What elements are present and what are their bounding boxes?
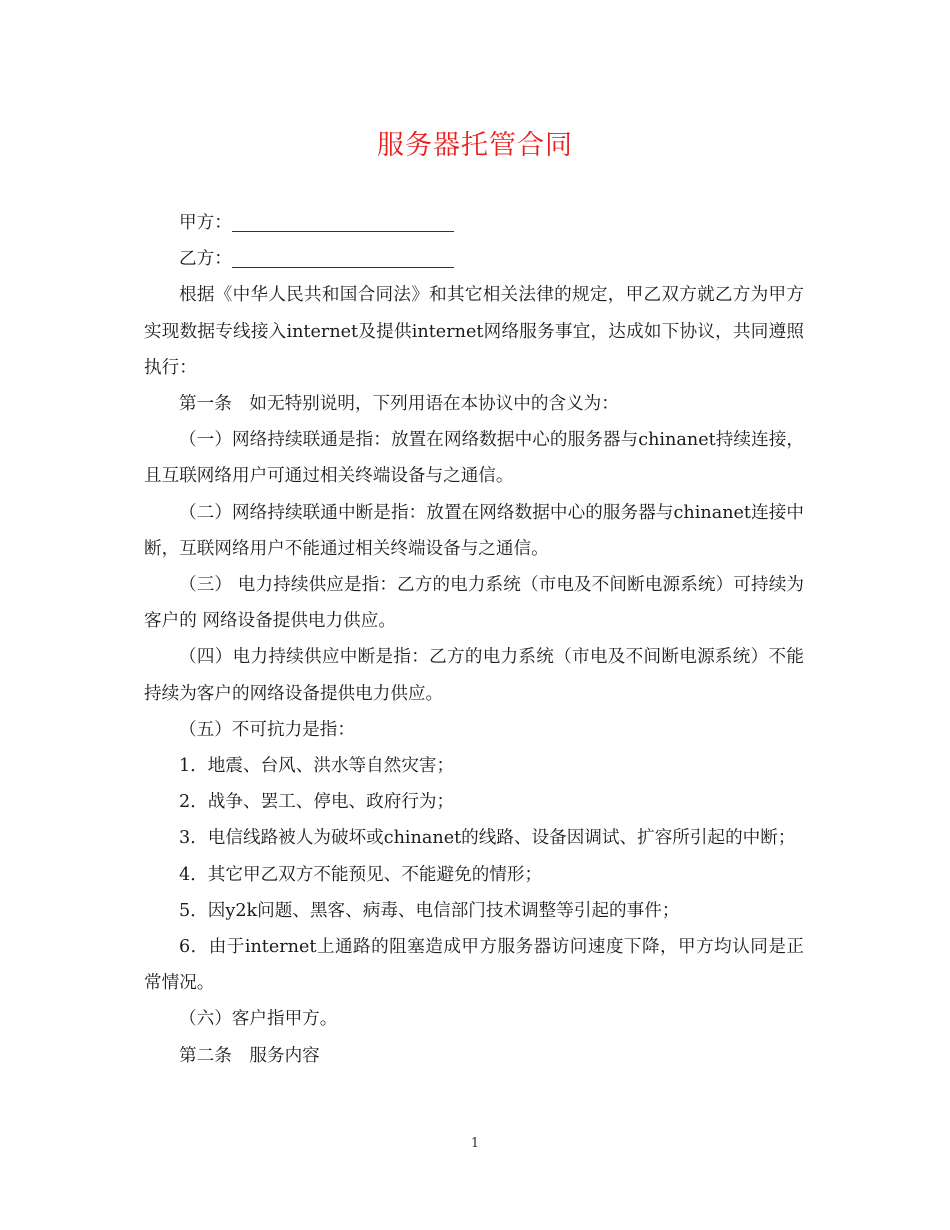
definition-3: （三） 电力持续供应是指：乙方的电力系统（市电及不间断电源系统）可持续为客户的 网络设备提供电力供应。 [144, 575, 804, 632]
definition-6: （六）客户指甲方。 [179, 1009, 338, 1030]
force-majeure-item-3: 3．电信线路被人为破坏或chinanet的线路、设备因调试、扩容所引起的中断； [179, 828, 796, 849]
party-b-line [144, 241, 804, 277]
article-2-heading: 第二条 服务内容 [179, 1045, 320, 1066]
party-a-label: 甲方： [179, 213, 232, 233]
party-b-blank [232, 243, 454, 268]
document-body [144, 205, 804, 1074]
force-majeure-item-2: 2．战争、罢工、停电、政府行为； [179, 792, 455, 813]
preamble-paragraph: 根据《中华人民共和国合同法》和其它相关法律的规定，甲乙双方就乙方为甲方实现数据专线接入internet及提供internet网络服务事宜，达成如下协议，共同遵照执行： [144, 285, 804, 378]
definition-4: （四）电力持续供应中断是指：乙方的电力系统（市电及不间断电源系统）不能持续为客户的网络设备提供电力供应。 [144, 647, 804, 704]
party-a-blank [232, 207, 454, 232]
definition-2: （二）网络持续联通中断是指：放置在网络数据中心的服务器与chinanet连接中断，互联网络用户不能通过相关终端设备与之通信。 [144, 502, 804, 559]
document-title: 服务器托管合同 [377, 130, 573, 161]
force-majeure-item-1: 1．地震、台风、洪水等自然灾害； [179, 756, 455, 777]
force-majeure-item-6: 6．由于internet上通路的阻塞造成甲方服务器访问速度下降，甲方均认同是正常情况。 [144, 937, 804, 994]
force-majeure-item-5: 5．因y2k问题、黑客、病毒、电信部门技术调整等引起的事件； [179, 900, 680, 921]
definition-5: （五）不可抗力是指： [179, 719, 355, 740]
article-1-heading: 第一条 如无特别说明，下列用语在本协议中的含义为： [179, 394, 619, 415]
party-a-line [144, 205, 804, 241]
party-b-label: 乙方： [179, 249, 232, 270]
definition-1: （一）网络持续联通是指：放置在网络数据中心的服务器与chinanet持续连接，且互联网络用户可通过相关终端设备与之通信。 [144, 430, 804, 487]
page-number: 1 [470, 1136, 480, 1151]
force-majeure-item-4: 4．其它甲乙双方不能预见、不能避免的情形； [179, 864, 543, 885]
